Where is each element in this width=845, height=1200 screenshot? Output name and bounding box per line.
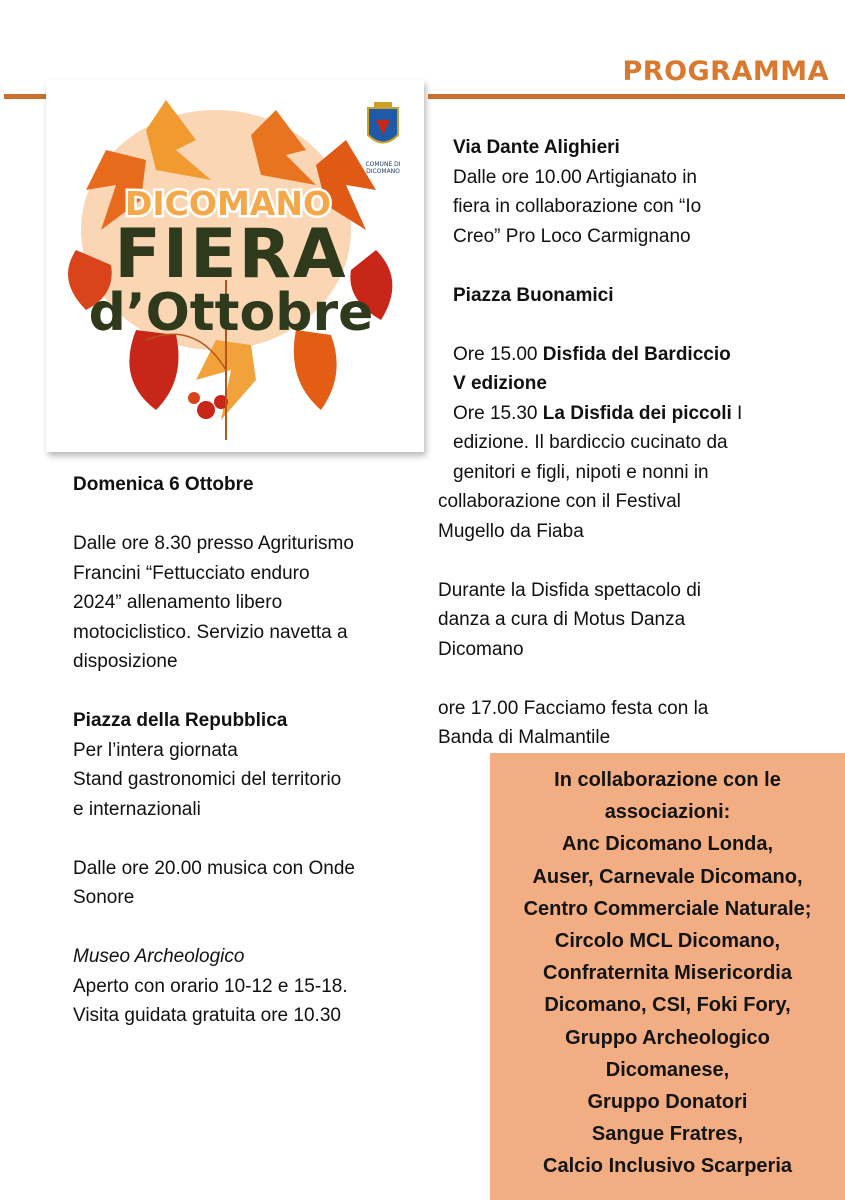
crest-caption-1: COMUNE DI (365, 161, 401, 168)
event-2-line-5: Mugello da Fiaba (438, 520, 584, 542)
right-column (438, 133, 838, 753)
event-2-line-3: genitori e figli, nipoti e nonni in (453, 461, 709, 483)
event-2-line-2: edizione. Il bardiccio cucinato da (453, 432, 728, 453)
danza-line-2: danza a cura di Motus Danza (438, 609, 686, 630)
event-2-time: Ore 15.30 (453, 402, 543, 424)
music-line-2: Sonore (73, 887, 135, 908)
assoc-line: Dicomano, CSI, Foki Fory, (544, 994, 791, 1017)
festa-line-2: Banda di Malmantile (438, 727, 611, 748)
museo-line-2: Visita guidata gratuita ore 10.30 (73, 1005, 341, 1026)
artigianato-line-3: Creo” Pro Loco Carmignano (453, 225, 691, 247)
event-1-edition: V edizione (453, 373, 547, 394)
danza-line-3: Dicomano (438, 638, 524, 660)
enduro-line-1: Dalle ore 8.30 presso Agriturismo (73, 533, 354, 554)
event-2-line-4: collaborazione con il Festival (438, 491, 681, 512)
page-title: PROGRAMMA (622, 56, 829, 87)
stand-line-2: Stand gastronomici del territorio (73, 769, 342, 790)
event-2-suffix: I (731, 402, 743, 424)
assoc-line: Centro Commerciale Naturale; (523, 897, 812, 920)
piazza-buonamici-heading: Piazza Buonamici (453, 284, 614, 306)
enduro-line-3: 2024” allenamento libero (73, 592, 283, 613)
header-rule-right (428, 94, 845, 99)
assoc-line: Gruppo Donatori (587, 1091, 748, 1114)
enduro-line-5: disposizione (73, 651, 178, 672)
stand-line-3: e internazionali (73, 798, 201, 820)
artigianato-line-2: fiera in collaborazione con “Io (453, 196, 702, 217)
left-column (73, 470, 418, 1031)
via-dante-heading: Via Dante Alighieri (453, 137, 620, 158)
event-2-line (438, 399, 838, 429)
assoc-line: Anc Dicomano Londa, (561, 833, 774, 856)
poster-fiera: FIERA (114, 215, 348, 294)
poster-town-name: DICOMANO (125, 184, 331, 223)
event-1-title: Disfida del Bardiccio (542, 343, 731, 365)
museo-heading: Museo Archeologico (73, 946, 245, 967)
assoc-line: Gruppo Archeologico (565, 1026, 770, 1049)
piazza-repubblica-heading: Piazza della Repubblica (73, 710, 288, 731)
assoc-line: In collaborazione con le (554, 769, 781, 791)
assoc-line: associazioni: (604, 801, 731, 824)
event-poster (46, 80, 424, 452)
assoc-line: Circolo MCL Dicomano, (554, 930, 781, 953)
assoc-line: Sangue Fratres, (591, 1123, 744, 1146)
assoc-line: Confraternita Misericordia (543, 962, 792, 985)
autumn-leaves-illustration (46, 80, 424, 452)
poster-ottobre: d’Ottobre (88, 283, 374, 343)
artigianato-line-1: Dalle ore 10.00 Artigianato in (453, 166, 697, 188)
event-2-title: La Disfida dei piccoli (542, 402, 732, 424)
assoc-line: Calcio Inclusivo Scarperia (543, 1155, 792, 1178)
town-crest (368, 102, 398, 143)
danza-line-1: Durante la Disfida spettacolo di (438, 579, 701, 601)
associations-box (490, 753, 845, 1200)
enduro-line-2: Francini “Fettucciato enduro (73, 562, 310, 584)
enduro-line-4: motociclistico. Servizio navetta a (73, 621, 348, 643)
event-1-line (438, 340, 838, 370)
header-rule-left (4, 94, 46, 99)
associations-list (490, 764, 845, 1183)
stand-line-1: Per l’intera giornata (73, 739, 238, 761)
event-1-time: Ore 15.00 (453, 343, 543, 365)
festa-line-1: ore 17.00 Facciamo festa con la (438, 697, 709, 719)
museo-line-1: Aperto con orario 10-12 e 15-18. (73, 975, 348, 997)
assoc-line: Auser, Carnevale Dicomano, (532, 865, 803, 888)
assoc-line: Dicomanese, (605, 1058, 730, 1081)
music-line-1: Dalle ore 20.00 musica con Onde (73, 857, 355, 879)
date-heading: Domenica 6 Ottobre (73, 474, 254, 495)
crest-caption-2: DICOMANO (366, 168, 400, 175)
